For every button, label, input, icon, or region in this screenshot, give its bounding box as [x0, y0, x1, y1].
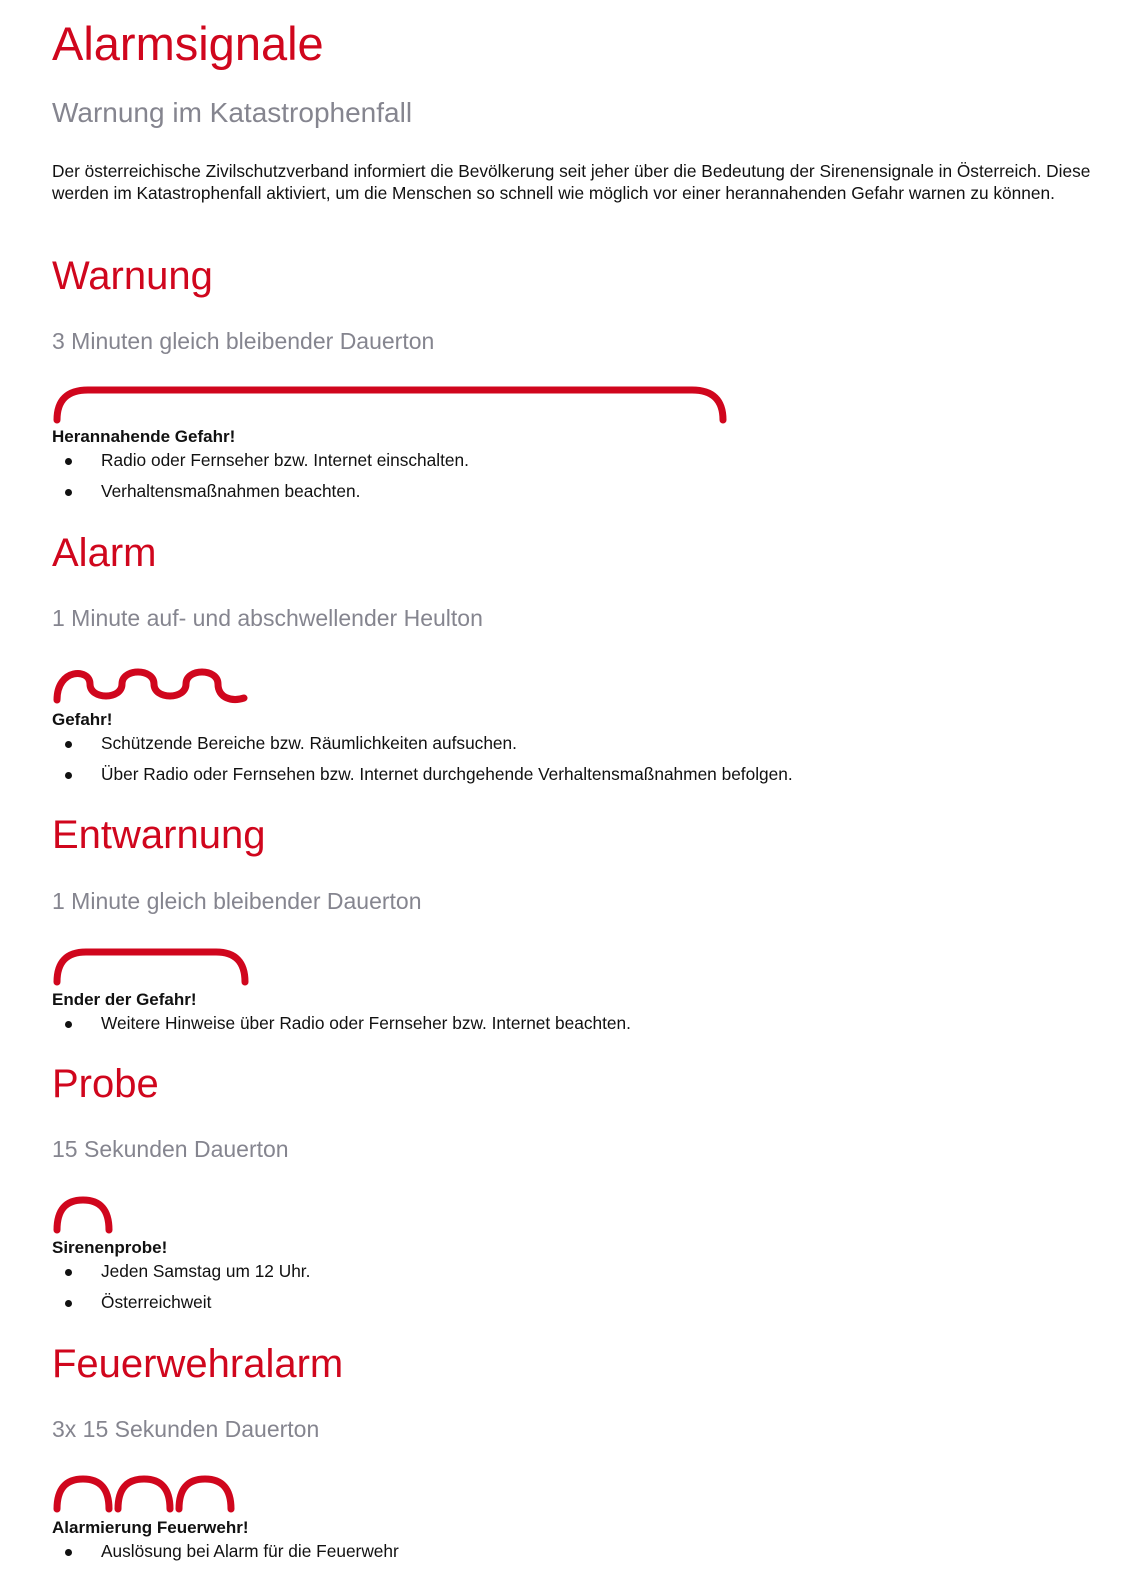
tone-description: 1 Minute gleich bleibender Dauerton: [52, 888, 422, 914]
signal-meaning-label: Alarmierung Feuerwehr!: [52, 1518, 249, 1537]
list-item: Verhaltensmaßnahmen beachten.: [101, 481, 361, 501]
page-subtitle: Warnung im Katastrophenfall: [52, 97, 413, 128]
intro-paragraph: Der österreichische Zivilschutzverband informiert die Bevölkerung seit jeher über die Bedeutung der Sirenensignale in Österreich. Diese werden im Katastrophenfall aktiviert, um die Menschen so schnell wie möglich vor einer herannahenden Gefahr warnen zu können.: [52, 161, 1091, 203]
bullet: [65, 458, 72, 465]
wavy-tone-icon: [52, 662, 248, 708]
bullet: [65, 1021, 72, 1028]
short-tone-icon: [52, 1194, 114, 1236]
bullet: [65, 1300, 72, 1307]
section-heading: Probe: [52, 1062, 159, 1106]
list-item: Schützende Bereiche bzw. Räumlichkeiten aufsuchen.: [101, 733, 517, 753]
signal-meaning-label: Sirenenprobe!: [52, 1238, 168, 1257]
list-item: Über Radio oder Fernsehen bzw. Internet durchgehende Verhaltensmaßnahmen befolgen.: [101, 764, 793, 784]
signal-meaning-label: Gefahr!: [52, 710, 113, 729]
triple-short-tone-icon: [52, 1473, 238, 1515]
bullet: [65, 772, 72, 779]
tone-description: 3 Minuten gleich bleibender Dauerton: [52, 328, 435, 354]
list-item: Weitere Hinweise über Radio oder Fernseher bzw. Internet beachten.: [101, 1013, 631, 1033]
signal-meaning-label: Ender der Gefahr!: [52, 990, 197, 1009]
steady-tone-icon: [52, 944, 250, 988]
list-item: Radio oder Fernseher bzw. Internet einschalten.: [101, 450, 469, 470]
list-item: Auslösung bei Alarm für die Feuerwehr: [101, 1541, 399, 1561]
bullet: [65, 1269, 72, 1276]
signal-meaning-label: Herannahende Gefahr!: [52, 427, 236, 446]
section-heading: Entwarnung: [52, 813, 266, 857]
section-heading: Alarm: [52, 531, 157, 575]
list-item: Österreichweit: [101, 1292, 212, 1312]
page-title: Alarmsignale: [52, 17, 324, 70]
bullet: [65, 741, 72, 748]
tone-description: 3x 15 Sekunden Dauerton: [52, 1416, 320, 1442]
section-heading: Warnung: [52, 254, 213, 298]
long-steady-tone-icon: [52, 382, 728, 426]
tone-description: 15 Sekunden Dauerton: [52, 1136, 289, 1162]
section-heading: Feuerwehralarm: [52, 1342, 344, 1386]
list-item: Jeden Samstag um 12 Uhr.: [101, 1261, 311, 1281]
bullet: [65, 489, 72, 496]
tone-description: 1 Minute auf- und abschwellender Heulton: [52, 605, 483, 631]
bullet: [65, 1549, 72, 1556]
